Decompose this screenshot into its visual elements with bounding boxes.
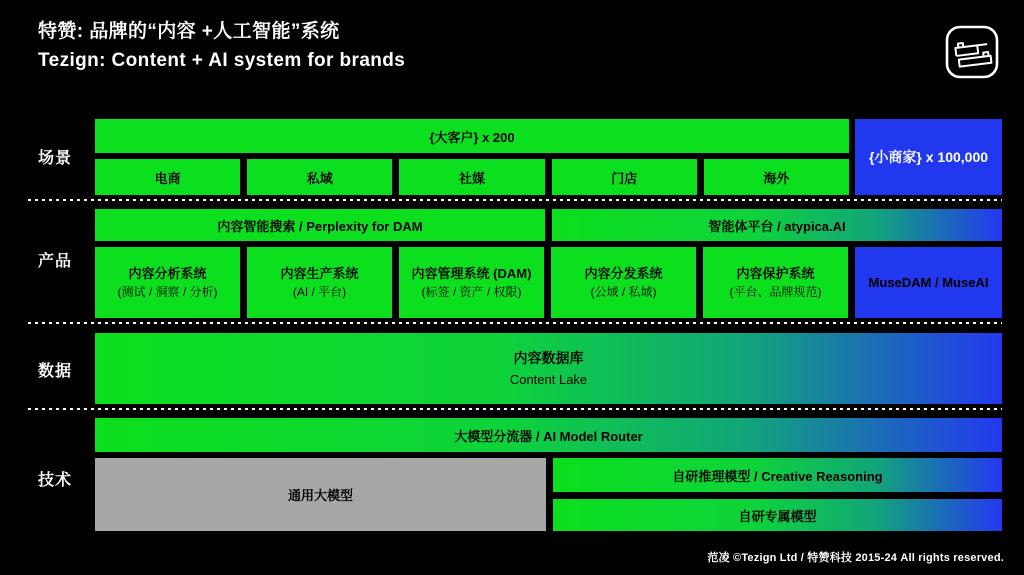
divider-dotted-2 (28, 322, 1002, 324)
product-systems-row (95, 247, 1002, 318)
section-label-tech: 技术 (38, 472, 73, 489)
agent-platform-bar: 智能体平台 / atypica.AI (552, 209, 1002, 241)
musedam-block: MuseDAM / MuseAI (855, 247, 1002, 318)
tezign-logo-icon (944, 24, 1000, 80)
section-label-scenario: 场景 (38, 150, 73, 167)
content-management-system (399, 247, 544, 318)
title-zh: 特赞: 品牌的“内容 +人工智能”系统 (38, 21, 340, 42)
system-title: 内容保护系统 (736, 265, 815, 281)
channels-row (95, 159, 849, 195)
system-title: 内容管理系统 (DAM) (411, 265, 532, 281)
copyright-text: 范凌 ©Tezign Ltd / 特赞科技 2015-24 All rights reserved. (707, 552, 1004, 564)
system-subtitle: (公域 / 私域) (590, 284, 657, 299)
title-en: Tezign: Content + AI system for brands (38, 50, 406, 71)
content-protection-system (703, 247, 848, 318)
channel-overseas: 海外 (704, 159, 849, 195)
channel-social-media: 社媒 (399, 159, 544, 195)
content-production-system (247, 247, 392, 318)
system-title: 内容分发系统 (584, 265, 663, 281)
content-lake-title-zh: 内容数据库 (513, 349, 584, 366)
content-distribution-system (551, 247, 696, 318)
section-label-product: 产品 (38, 253, 73, 270)
section-label-data: 数据 (38, 363, 73, 380)
general-model-block: 通用大模型 (95, 458, 546, 531)
content-lake-block (95, 333, 1002, 404)
content-lake-title-en: Content Lake (509, 371, 588, 387)
system-subtitle: (标签 / 资产 / 权限) (421, 284, 522, 299)
reasoning-model-bar: 自研推理模型 / Creative Reasoning (553, 458, 1002, 492)
channel-ecommerce: 电商 (95, 159, 240, 195)
divider-dotted-1 (28, 199, 1002, 201)
system-subtitle: (平台、品牌规范) (729, 284, 822, 299)
channel-stores: 门店 (552, 159, 697, 195)
page-title (38, 17, 405, 75)
system-subtitle: (测试 / 洞察 / 分析) (117, 284, 218, 299)
divider-dotted-3 (28, 408, 1002, 410)
system-subtitle: (AI / 平台) (292, 284, 347, 299)
system-title: 内容分析系统 (128, 265, 207, 281)
small-merchants-block: {小商家} x 100,000 (855, 119, 1002, 195)
content-analysis-system (95, 247, 240, 318)
system-title: 内容生产系统 (280, 265, 359, 281)
channel-private-domain: 私域 (247, 159, 392, 195)
proprietary-model-bar: 自研专属模型 (553, 499, 1002, 531)
content-search-bar: 内容智能搜索 / Perplexity for DAM (95, 209, 545, 241)
ai-model-router-bar: 大模型分流器 / AI Model Router (95, 418, 1002, 452)
big-clients-bar: {大客户} x 200 (95, 119, 849, 153)
